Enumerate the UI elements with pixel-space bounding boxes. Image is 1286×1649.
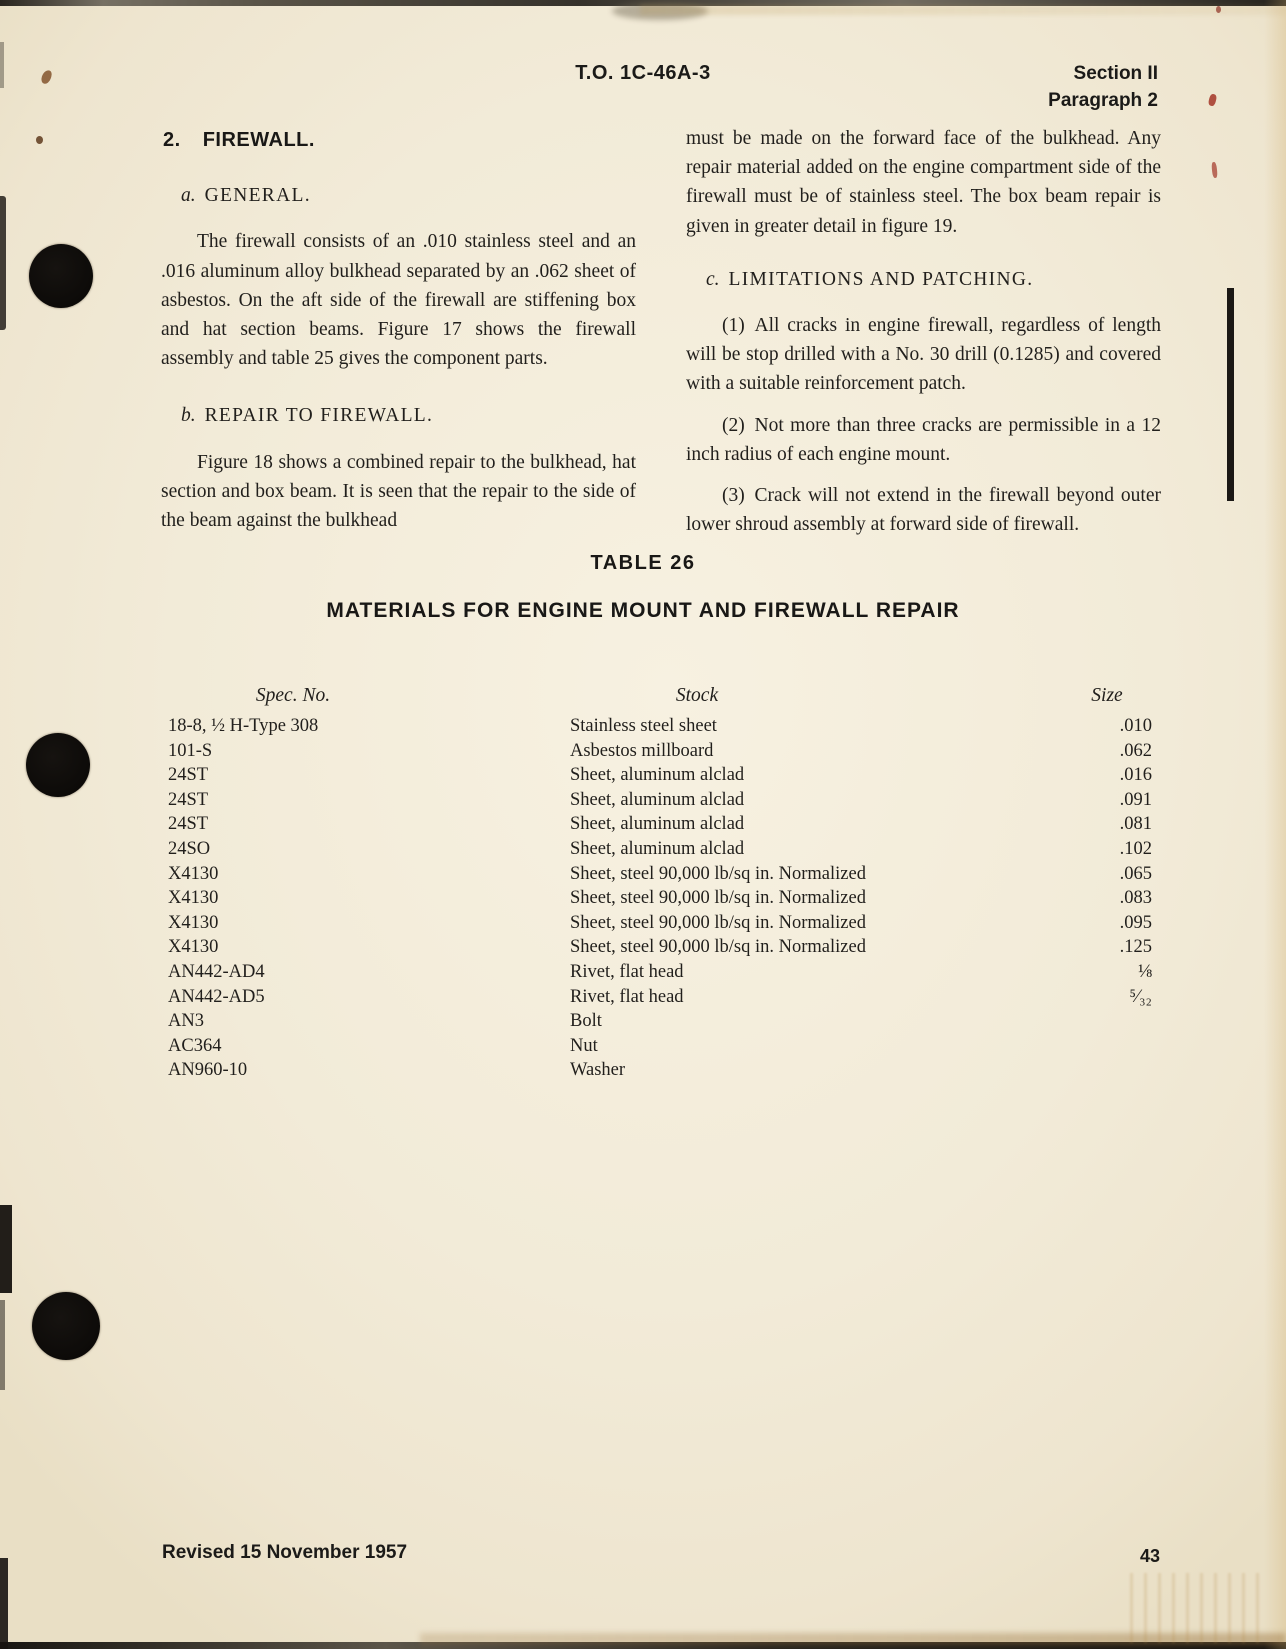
spec-cell: X4130 [168, 912, 219, 933]
scan-edge-left-segment [0, 1558, 8, 1649]
stock-cell: Sheet, steel 90,000 lb/sq in. Normalized [570, 863, 866, 884]
stock-cell: Sheet, aluminum alclad [570, 789, 745, 810]
table-row [168, 788, 1160, 813]
right-column [686, 124, 1161, 539]
subsection-c-title: LIMITATIONS AND PATCHING. [728, 268, 1034, 290]
spec-cell: AN960-10 [168, 1060, 248, 1081]
paragraph-repair: Figure 18 shows a combined repair to the bulkhead, hat section and box beam. It is seen that the repair to the side of the beam against the bulkhead [161, 451, 636, 532]
revision-change-bar [1227, 288, 1234, 501]
ink-speck [1211, 162, 1218, 178]
table-row [168, 1009, 1160, 1034]
size-cell: .083 [1119, 888, 1152, 909]
stain-bottom-right-streaks [1130, 1573, 1270, 1643]
size-cell: .102 [1119, 838, 1152, 859]
scan-edge-left-segment [0, 1205, 12, 1293]
spec-cell: AN442-AD4 [168, 961, 265, 982]
stock-cell: Sheet, steel 90,000 lb/sq in. Normalized [570, 888, 866, 909]
size-cell: .065 [1119, 863, 1152, 884]
section-heading [163, 126, 636, 155]
stock-cell: Sheet, aluminum alclad [570, 838, 745, 859]
table-row [168, 763, 1160, 788]
spec-cell: X4130 [168, 863, 219, 884]
subsection-a-letter: a. [181, 185, 196, 207]
table-row [168, 1034, 1160, 1059]
subsection-b-letter: b. [181, 405, 196, 427]
stain-right-edge [1264, 0, 1286, 1649]
ink-speck [1208, 93, 1218, 106]
ink-speck [1216, 6, 1221, 13]
column-header-spec-no: Spec. No. [255, 685, 331, 706]
limitation-item: (1) All cracks in engine firewall, regardless of length will be stop drilled with a No. 30 drill (0.1285) and covered with a suitable reinforcement patch. [686, 315, 1161, 395]
table-row [168, 812, 1160, 837]
size-cell: .081 [1119, 814, 1152, 835]
punch-hole [26, 733, 90, 797]
table-row [168, 714, 1160, 739]
ink-speck [36, 136, 43, 144]
scan-edge-left-segment [0, 196, 6, 330]
stock-cell: Asbestos millboard [570, 740, 714, 761]
spec-cell: 24ST [168, 765, 209, 786]
size-cell: ⅛ [1138, 961, 1152, 982]
body-columns [161, 124, 1161, 539]
stock-cell: Bolt [570, 1011, 602, 1032]
table-row [168, 739, 1160, 764]
section-heading-number: 2. [163, 129, 181, 151]
left-column [161, 124, 636, 539]
table-title: MATERIALS FOR ENGINE MOUNT AND FIREWALL REPAIR [326, 599, 960, 622]
size-cell: .095 [1119, 912, 1152, 933]
stock-cell: Sheet, aluminum alclad [570, 765, 745, 786]
table-row [168, 886, 1160, 911]
subsection-b-heading [181, 401, 636, 430]
size-cell [1040, 1034, 1160, 1059]
subsection-a-heading [181, 181, 636, 210]
spec-cell: X4130 [168, 937, 219, 958]
section-label: Section II [1073, 63, 1158, 84]
header-right [1048, 60, 1158, 114]
subsection-a-title: GENERAL. [204, 185, 311, 207]
column-header-stock: Stock [675, 685, 719, 706]
spec-cell: AN442-AD5 [168, 986, 265, 1007]
paragraph-label: Paragraph 2 [1048, 90, 1158, 111]
size-cell [1040, 1009, 1160, 1034]
scan-edge-bottom [0, 1642, 1286, 1649]
subsection-b-title: REPAIR TO FIREWALL. [204, 405, 434, 427]
section-heading-title: FIREWALL. [202, 129, 315, 151]
spec-cell: 18-8, ½ H-Type 308 [168, 716, 319, 736]
stock-cell: Rivet, flat head [570, 986, 684, 1007]
spec-cell: 101-S [168, 740, 213, 761]
size-cell: .091 [1119, 789, 1152, 810]
page-number: 43 [1139, 1546, 1160, 1566]
table-row [168, 862, 1160, 887]
stock-cell: Nut [570, 1035, 598, 1056]
spec-cell: 24ST [168, 789, 209, 810]
size-cell: ⁵⁄₃₂ [1129, 986, 1152, 1007]
scan-edge-top [0, 0, 1286, 6]
paragraph-repair-continued: must be made on the forward face of the bulkhead. Any repair material added on the engine compartment side of the firewall must be of stainless steel. The box beam repair is given in greater detail in figure 19. [686, 128, 1161, 237]
size-cell: .062 [1119, 740, 1152, 761]
limitation-item: (3) Crack will not extend in the firewall beyond outer lower shroud assembly at forward side of firewall. [686, 485, 1161, 536]
stock-cell: Sheet, steel 90,000 lb/sq in. Normalized [570, 937, 866, 958]
table-row [168, 960, 1160, 985]
punch-hole [29, 244, 93, 308]
column-header-size: Size [1091, 685, 1123, 706]
doc-number: T.O. 1C-46A-3 [575, 62, 711, 84]
punch-hole [32, 1292, 100, 1360]
table-row [168, 1058, 1160, 1083]
spec-cell: AC364 [168, 1035, 222, 1056]
scan-edge-left-segment [0, 1300, 5, 1390]
table-row [168, 985, 1160, 1010]
paragraph-general: The firewall consists of an .010 stainless steel and an .016 aluminum alloy bulkhead separated by an .062 sheet of asbestos. On the aft side of the firewall are stiffening box and hat section beams. Figure 17 shows the firewall assembly and table 25 gives the component parts. [161, 231, 636, 370]
size-cell: .125 [1119, 937, 1152, 958]
limitation-item: (2) Not more than three cracks are permissible in a 12 inch radius of each engine mount. [686, 414, 1161, 465]
size-cell [1040, 1058, 1160, 1083]
stock-cell: Sheet, steel 90,000 lb/sq in. Normalized [570, 912, 866, 933]
spec-cell: AN3 [168, 1011, 204, 1032]
subsection-c-letter: c. [706, 268, 720, 290]
size-cell: .016 [1119, 765, 1152, 786]
subsection-c-heading [706, 265, 1161, 294]
revision-date: Revised 15 November 1957 [162, 1542, 408, 1563]
stock-cell: Rivet, flat head [570, 961, 684, 982]
table-row [168, 837, 1160, 862]
table-row [168, 935, 1160, 960]
spec-cell: X4130 [168, 888, 219, 909]
spec-cell: 24ST [168, 814, 209, 835]
table-label: TABLE 26 [590, 552, 696, 574]
stock-cell: Washer [570, 1060, 626, 1081]
materials-table [168, 714, 1160, 1083]
size-cell: .010 [1119, 716, 1152, 736]
stain-top-band [640, 5, 1286, 15]
spec-cell: 24SO [168, 838, 211, 859]
stock-cell: Stainless steel sheet [570, 716, 717, 736]
table-row [168, 911, 1160, 936]
stock-cell: Sheet, aluminum alclad [570, 814, 745, 835]
